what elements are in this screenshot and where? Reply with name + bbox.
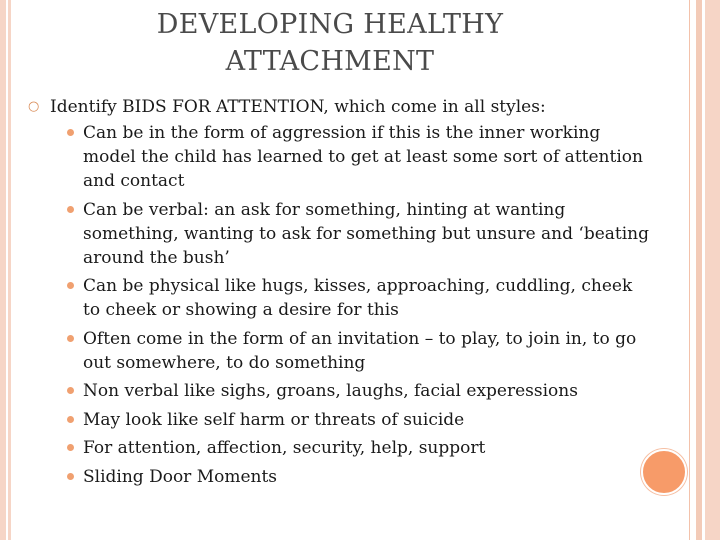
dot-bullet-icon xyxy=(67,444,74,451)
right-border-band xyxy=(696,0,702,540)
list-item-text: For attention, affection, security, help, support xyxy=(83,438,486,458)
right-border-line xyxy=(689,0,690,540)
list-item xyxy=(30,436,650,460)
dot-bullet-icon xyxy=(67,129,74,136)
title-line-2: ATTACHMENT xyxy=(225,46,435,77)
list-item-text: Often come in the form of an invitation – to play, to join in, to go out somewhere, to do something xyxy=(83,328,637,373)
main-bullet-text: Identify BIDS FOR ATTENTION, which come in all styles: xyxy=(50,97,546,117)
list-item xyxy=(30,327,650,375)
dot-bullet-icon xyxy=(67,206,74,213)
right-border-stripe xyxy=(705,0,720,540)
list-item-text: Can be physical like hugs, kisses, approaching, cuddling, cheek to cheek or showing a desire for this xyxy=(83,276,633,320)
main-bullet-item xyxy=(30,95,650,119)
dot-bullet-icon xyxy=(67,282,74,289)
title-line-1: DEVELOPING HEALTHY xyxy=(156,9,504,40)
dot-bullet-icon xyxy=(67,387,74,394)
list-item xyxy=(30,198,650,270)
slide-title xyxy=(100,6,560,80)
left-border-stripe xyxy=(8,0,11,540)
dot-bullet-icon xyxy=(67,473,74,480)
list-item xyxy=(30,465,650,489)
circle-bullet-icon: ○ xyxy=(28,99,40,114)
left-border-band xyxy=(0,0,6,540)
sub-bullet-list xyxy=(30,121,650,489)
slide-content xyxy=(30,95,650,493)
dot-bullet-icon xyxy=(67,416,74,423)
list-item xyxy=(30,121,650,193)
list-item xyxy=(30,408,650,432)
list-item-text: Can be verbal: an ask for something, hinting at wanting something, wanting to ask for something but unsure and ‘beating around the bush’ xyxy=(83,199,649,268)
list-item-text: Can be in the form of aggression if this is the inner working model the child has learned to get at least some sort of attention and contact xyxy=(83,123,643,191)
list-item xyxy=(30,274,650,322)
list-item-text: Sliding Door Moments xyxy=(83,466,278,487)
dot-bullet-icon xyxy=(67,335,74,342)
list-item-text: May look like self harm or threats of suicide xyxy=(83,409,465,430)
list-item xyxy=(30,379,650,403)
list-item-text: Non verbal like sighs, groans, laughs, facial experessions xyxy=(83,381,578,401)
